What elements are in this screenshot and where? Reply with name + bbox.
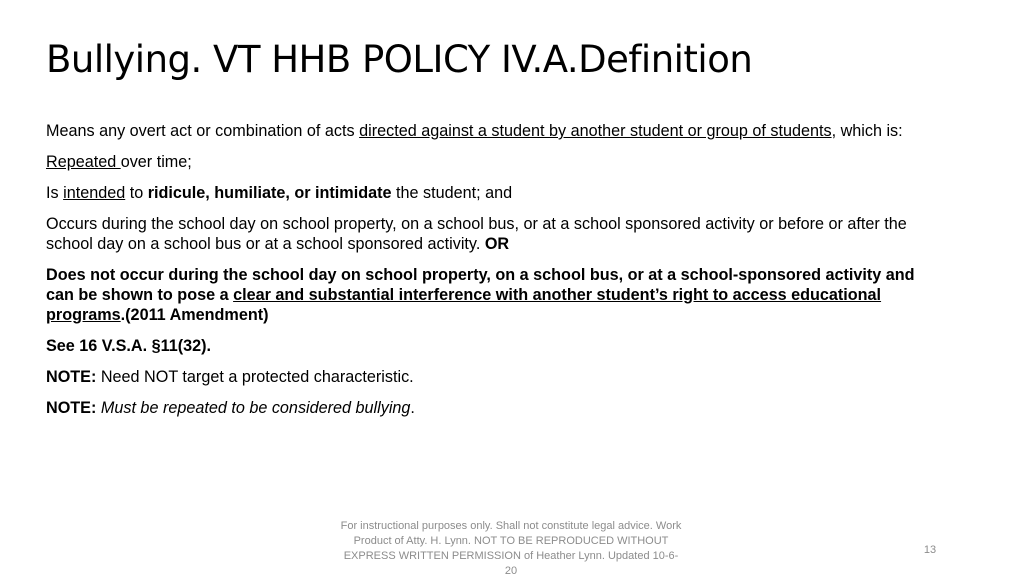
slide-body [46, 121, 946, 429]
note-protected [46, 367, 946, 387]
intended-suffix: the student; and [391, 184, 513, 202]
note-period: . [410, 399, 415, 417]
note-label: NOTE: [46, 399, 97, 417]
criterion-repeated [46, 152, 946, 172]
statute-reference [46, 336, 946, 356]
definition-paragraph [46, 121, 946, 141]
note-repeated-italic: Must be repeated to be considered bullying [100, 399, 411, 417]
intended-prefix: Is [46, 184, 64, 202]
note-label: NOTE: [46, 368, 97, 386]
occurs-text: Occurs during the school day on school property, on a school bus, or at a school sponsored activity or before or after the school day on a school bus or at a school sponsored activity. [46, 215, 907, 253]
definition-text: Means any overt act or combination of acts [46, 122, 360, 140]
statute-text: See 16 V.S.A. §11(32). [46, 337, 211, 355]
note-protected-text: Need NOT target a protected characteristic. [96, 368, 414, 386]
intended-underlined: intended [63, 184, 126, 202]
off-campus-text: Does not occur during the school day on school property, on a school bus, or at a school-sponsored activity and can be shown to pose a [46, 266, 915, 304]
off-campus-amendment: .(2011 Amendment) [120, 306, 269, 324]
intended-bold-phrase: ridicule, humiliate, or intimidate [147, 184, 392, 202]
criterion-occurs [46, 214, 946, 254]
occurs-or: OR [484, 235, 510, 253]
off-campus-underlined: clear and substantial interference with another student’s right to access educational programs [46, 286, 882, 324]
slide-title: Bullying. VT HHB POLICY IV.A.Definition [46, 38, 753, 81]
definition-underlined-phrase: directed against a student by another student or group of students [359, 122, 832, 140]
definition-text-end: , which is: [831, 122, 903, 140]
page-number: 13 [923, 544, 937, 556]
repeated-underlined: Repeated [46, 153, 121, 171]
intended-to: to [125, 184, 148, 202]
note-repeated [46, 398, 946, 418]
footer-disclaimer: For instructional purposes only. Shall not constitute legal advice. Work Product of Atty. H. Lynn. NOT TO BE REPRODUCED WITHOUT EXPRESS WRITTEN PERMISSION of Heather Lynn. Updated 10-6-20 [340, 520, 682, 577]
repeated-text: over time; [120, 153, 192, 171]
criterion-intended [46, 183, 946, 203]
criterion-off-campus [46, 265, 946, 325]
